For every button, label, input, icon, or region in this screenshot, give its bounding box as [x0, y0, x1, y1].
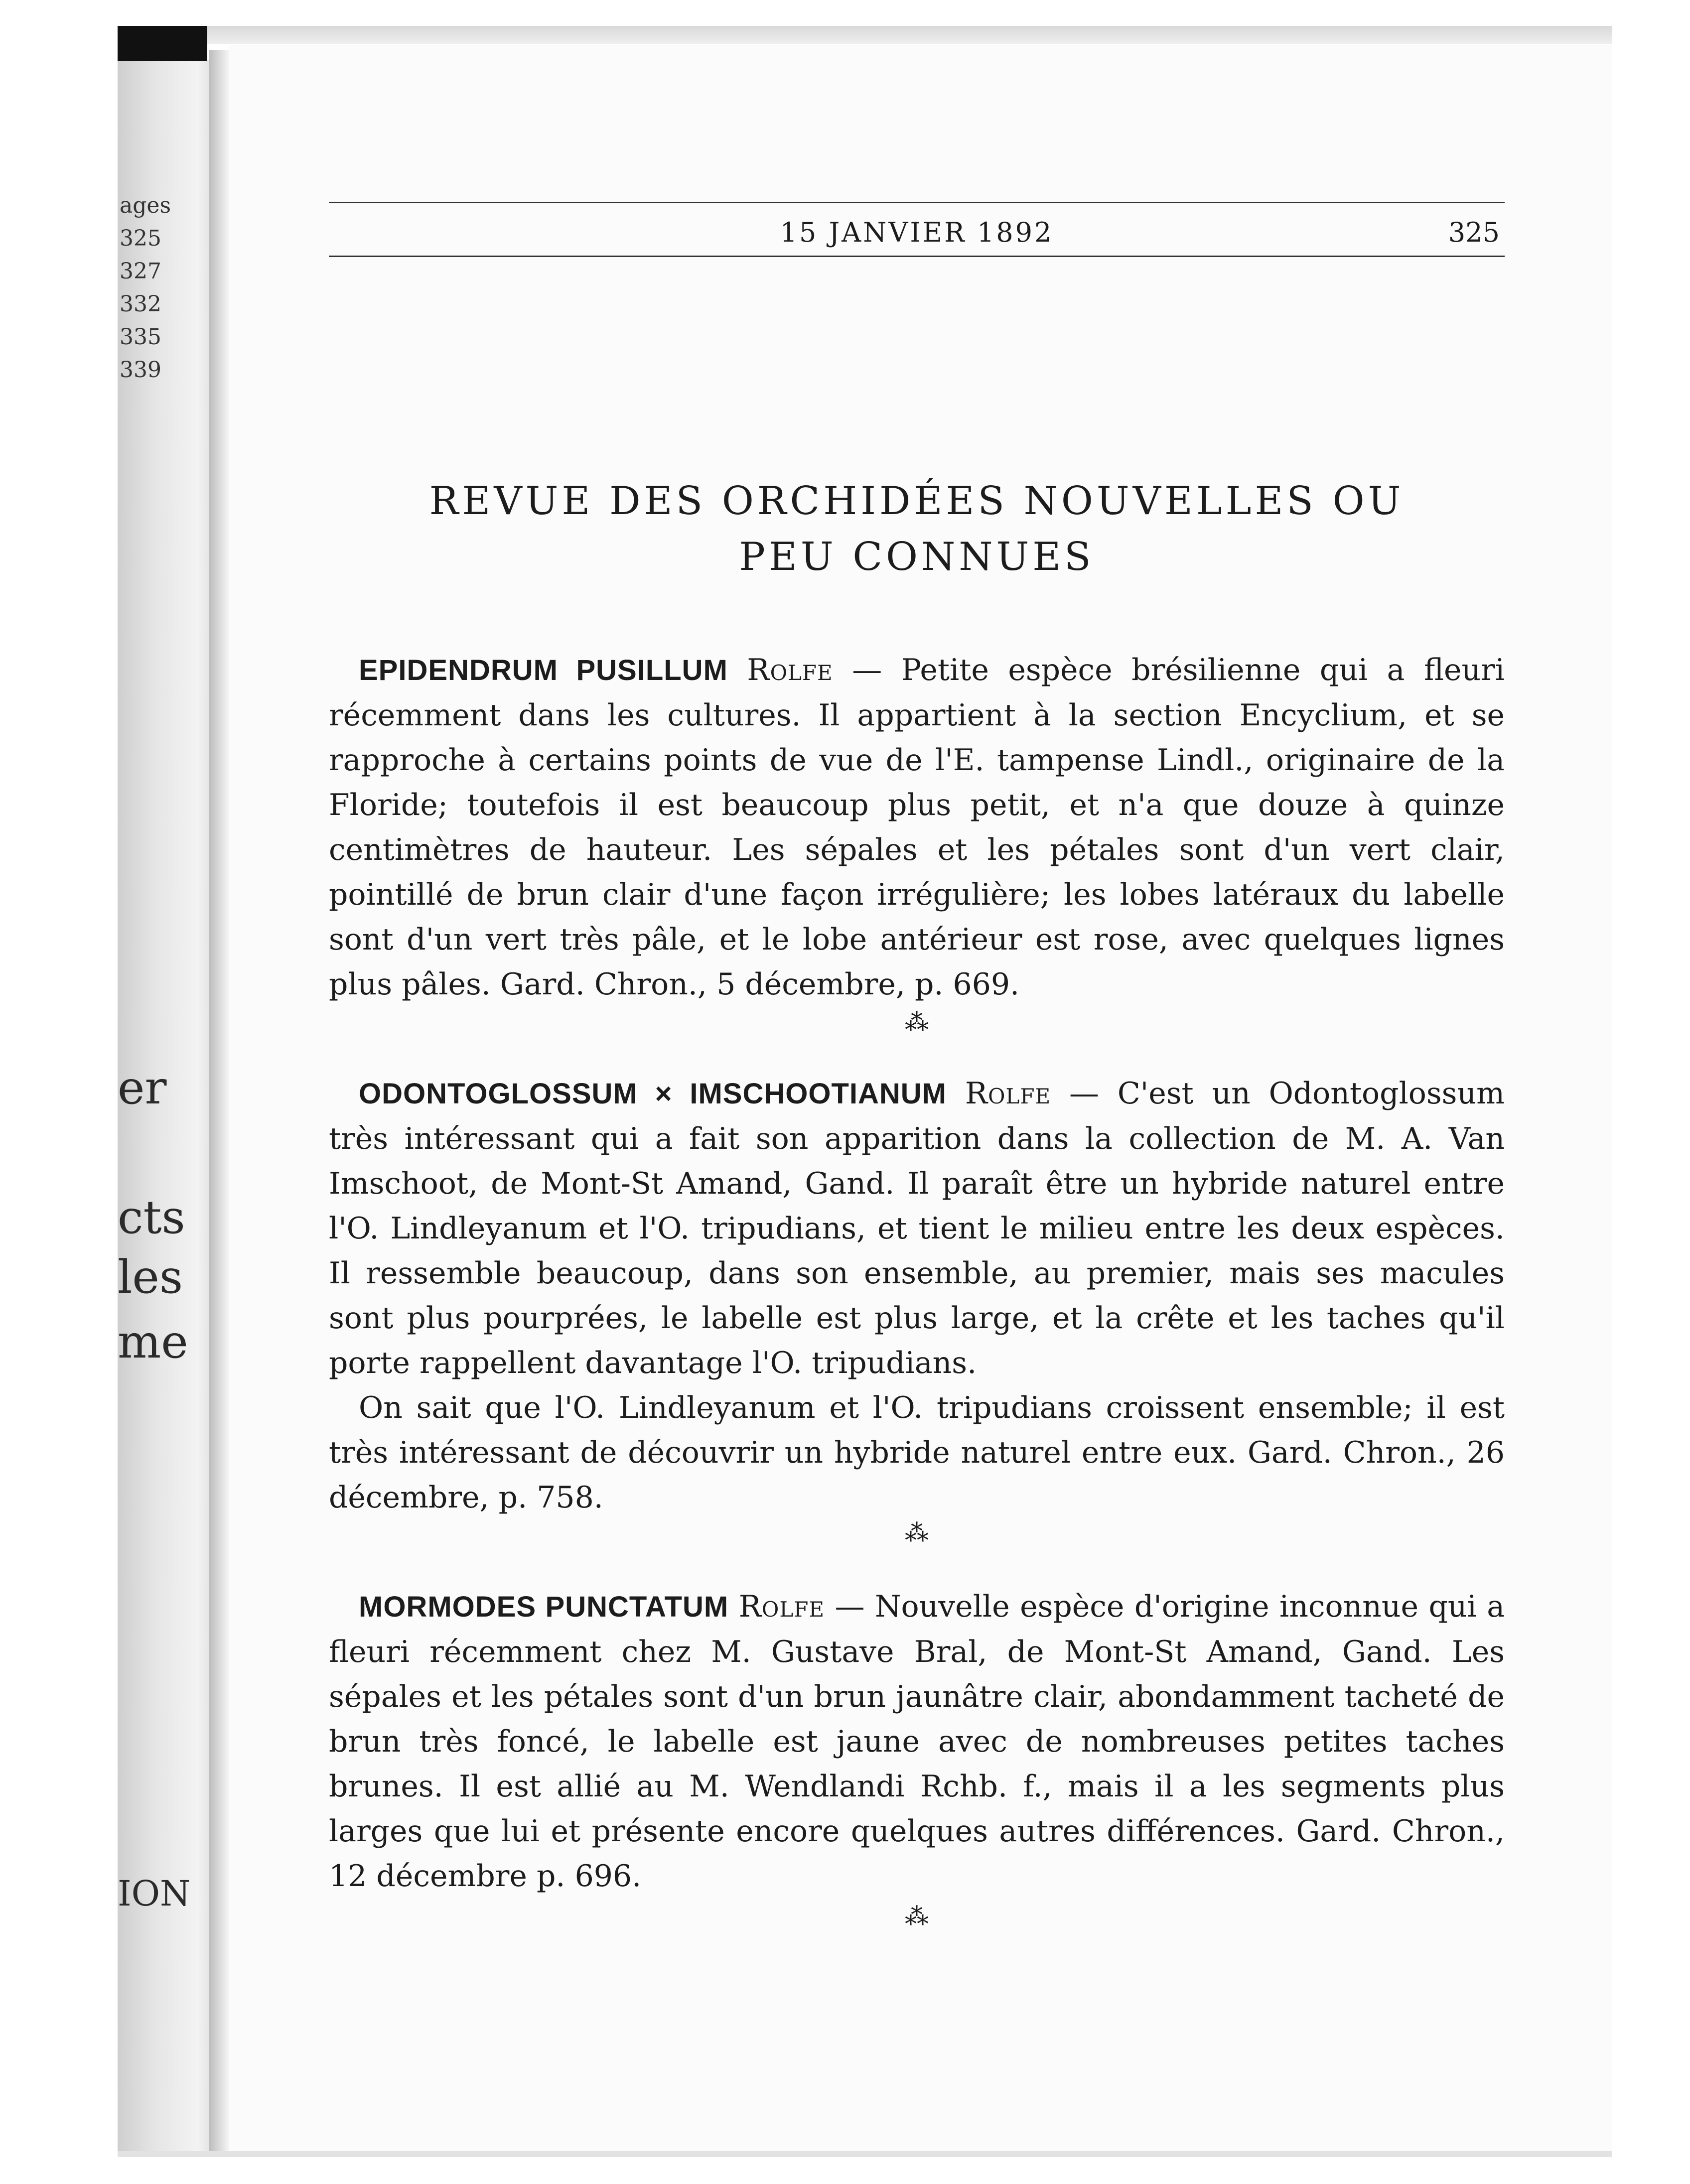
index-number: 332	[120, 291, 161, 317]
paragraph-text: — Petite espèce brésilienne qui a fleuri récemment dans les cultures. Il appartient à la section Encyclium, et se rapproche à certains points de vue de l'E. tampense Lindl., originaire de la Floride; toutefois il est beaucoup plus petit, et n'a que douze à quinze centimètres de hauteur. Les sépales et les pétales sont d'un vert clair, pointillé de brun clair d'une façon irrégulière; les lobes latéraux du labelle sont d'un vert très pâle, et le lobe antérieur est rose, avec quelques lignes plus pâles. Gard. Chron., 5 décembre, p. 669.	[329, 653, 1505, 1002]
gutter-shadow	[209, 50, 229, 2152]
facing-text-fragment: er	[118, 1061, 167, 1114]
paragraph	[329, 1071, 1505, 1385]
facing-text-fragment: cts	[118, 1191, 185, 1244]
species-name: MORMODES PUNCTATUM	[359, 1591, 729, 1623]
title-line-2: PEU CONNUES	[739, 535, 1095, 579]
title-line-1: REVUE DES ORCHIDÉES NOUVELLES OU	[429, 479, 1405, 524]
index-label: ages	[120, 193, 171, 218]
paragraph	[329, 648, 1505, 1007]
species-name: ODONTOGLOSSUM × IMSCHOOTIANUM	[359, 1078, 947, 1110]
author-name: Rolfe	[965, 1076, 1051, 1111]
author-name: Rolfe	[747, 653, 833, 687]
header-date: 15 JANVIER 1892	[780, 217, 1054, 248]
species-name: EPIDENDRUM PUSILLUM	[359, 654, 728, 686]
index-number: 339	[120, 357, 161, 383]
paragraph-text: — Nouvelle espèce d'origine inconnue qui a fleuri récemment chez M. Gustave Bral, de Mont-St Amand, Gand. Les sépales et les pétales sont d'un brun jaunâtre clair, abondamment tacheté de brun très foncé, le labelle est jaune avec de nombreuses petites taches brunes. Il est allié au M. Wendlandi Rchb. f., mais il a les segments plus larges que lui et présente encore quelques autres différences. Gard. Chron., 12 décembre p. 696.	[329, 1589, 1505, 1894]
index-number: 335	[120, 324, 161, 350]
header-rule-top	[329, 202, 1505, 203]
binding-edge	[118, 26, 207, 61]
facing-text-fragment: me	[118, 1315, 188, 1368]
facing-page-index	[120, 189, 171, 387]
article-mormodes	[329, 1584, 1505, 1899]
section-separator: ⁂	[905, 1903, 929, 1930]
author-name: Rolfe	[738, 1589, 825, 1624]
header-rule-bottom	[329, 256, 1505, 257]
page-number: 325	[1448, 217, 1500, 248]
facing-text-fragment: les	[118, 1250, 183, 1304]
paragraph	[329, 1584, 1505, 1899]
section-separator: ⁂	[905, 1519, 929, 1547]
running-header	[329, 202, 1505, 257]
paragraph: On sait que l'O. Lindleyanum et l'O. tripudians croissent ensemble; il est très intéressant de découvrir un hybride naturel entre eux. Gard. Chron., 26 décembre, p. 758.	[329, 1390, 1505, 1515]
section-separator: ⁂	[905, 1008, 929, 1036]
scan-edge-top	[118, 26, 1612, 44]
article-odontoglossum	[329, 1071, 1505, 1520]
article-epidendrum	[329, 648, 1505, 1007]
facing-text-fragment: ION	[118, 1873, 191, 1914]
article-title	[329, 473, 1505, 585]
paragraph-text: — C'est un Odontoglossum très intéressant qui a fait son apparition dans la collection de M. A. Van Imschoot, de Mont-St Amand, Gand. Il paraît être un hybride naturel entre l'O. Lindleyanum et l'O. tripudians, et tient le milieu entre les deux espèces. Il ressemble beaucoup, dans son ensemble, au premier, mais ses macules sont plus pourprées, le labelle est plus large, et la crête et les taches qu'il porte rappellent davantage l'O. tripudians.	[329, 1076, 1505, 1380]
index-number: 327	[120, 259, 161, 284]
index-number: 325	[120, 226, 161, 251]
scan-edge-bottom	[118, 2151, 1612, 2157]
